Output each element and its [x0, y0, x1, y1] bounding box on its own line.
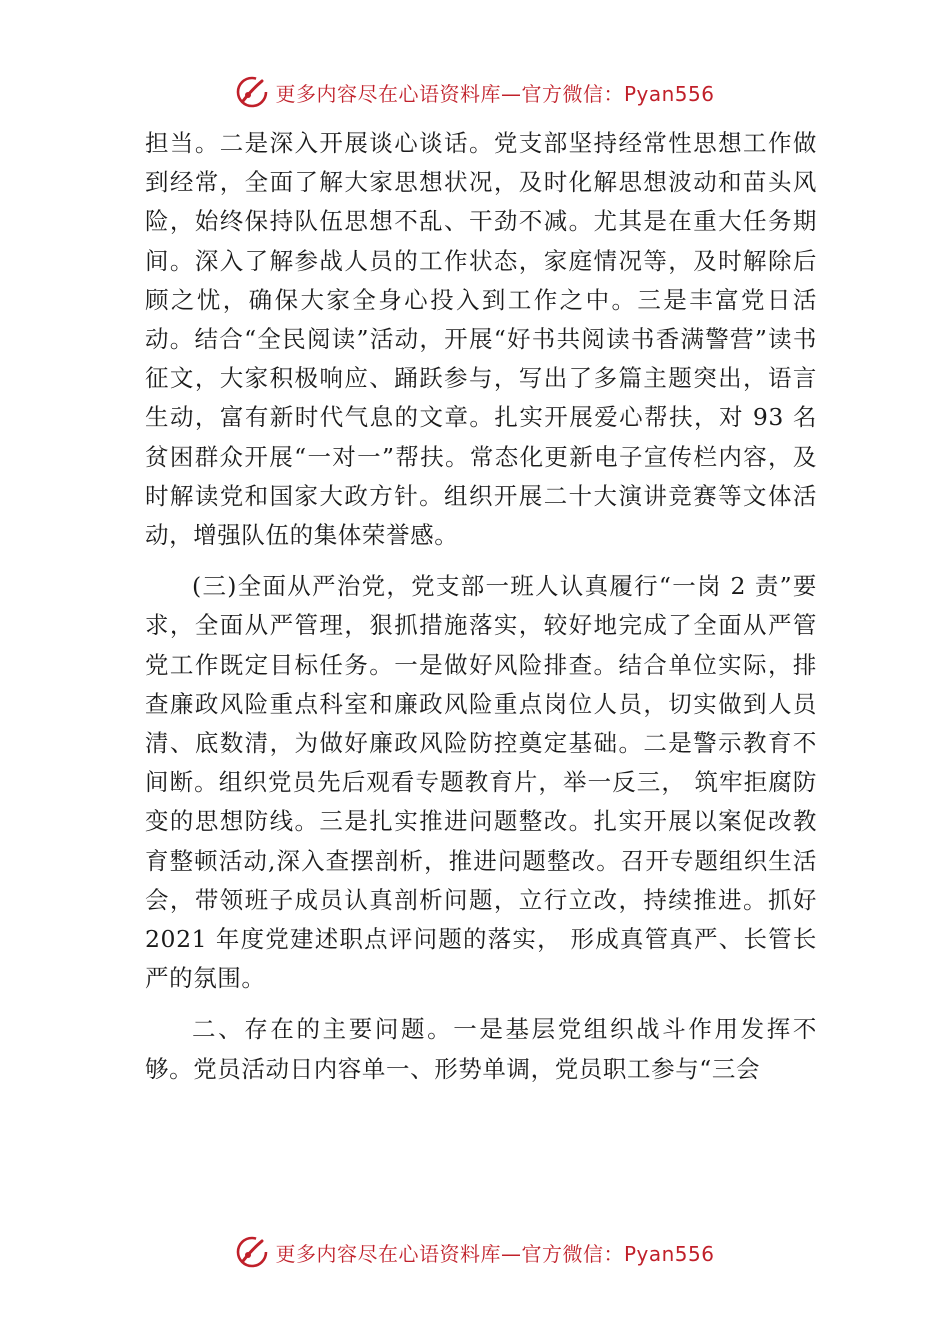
paragraph-2: (三)全面从严治党，党支部一班人认真履行“一岗 2 责”要求，全面从严管理，狠抓措施落实，较好地完成了全面从严管党工作既定目标任务。一是做好风险排查。结合单位实际，排查廉政风险重点科室和廉政风险重点岗位人员，切实做到人员清、底数清，为做好廉政风险防控奠定基础。二是警示教育不间断。组织党员先后观看专题教育片，举一反三， 筑牢拒腐防变的思想防线。三是扎实推进问题整改。扎实开展以案促改教育整顿活动,深入查摆剖析，推进问题整改。召开专题组织生活会，带领班子成员认真剖析问题，立行立改，持续推进。抓好 2021 年度党建述职点评问题的落实， 形成真管真严、长管长严的氛围。 [145, 572, 817, 993]
footer-watermark-banner [0, 1232, 950, 1272]
header-watermark-banner [0, 72, 950, 112]
document-body [145, 124, 817, 1089]
header-watermark-text: 更多内容尽在心语资料库—官方微信：Pyan556 [275, 81, 715, 106]
brush-logo-icon [235, 75, 269, 109]
paragraph-1: 担当。二是深入开展谈心谈话。党支部坚持经常性思想工作做到经常，全面了解大家思想状况，及时化解思想波动和苗头风险，始终保持队伍思想不乱、干劲不减。尤其是在重大任务期间。深入了解参战人员的工作状态，家庭情况等，及时解除后顾之忧，确保大家全身心投入到工作之中。三是丰富党日活动。结合“全民阅读”活动，开展“好书共阅读书香满警营”读书征文，大家积极响应、踊跃参与，写出了多篇主题突出，语言生动，富有新时代气息的文章。扎实开展爱心帮扶，对 93 名贫困群众开展“一对一”帮扶。常态化更新电子宣传栏内容，及时解读党和国家大政方针。组织开展二十大演讲竞赛等文体活动，增强队伍的集体荣誉感。 [145, 129, 817, 550]
paragraph-3: 二、存在的主要问题。一是基层党组织战斗作用发挥不够。党员活动日内容单一、形势单调，党员职工参与“三会 [145, 1015, 817, 1083]
brush-logo-icon [235, 1235, 269, 1269]
footer-watermark-text: 更多内容尽在心语资料库—官方微信：Pyan556 [275, 1241, 715, 1266]
